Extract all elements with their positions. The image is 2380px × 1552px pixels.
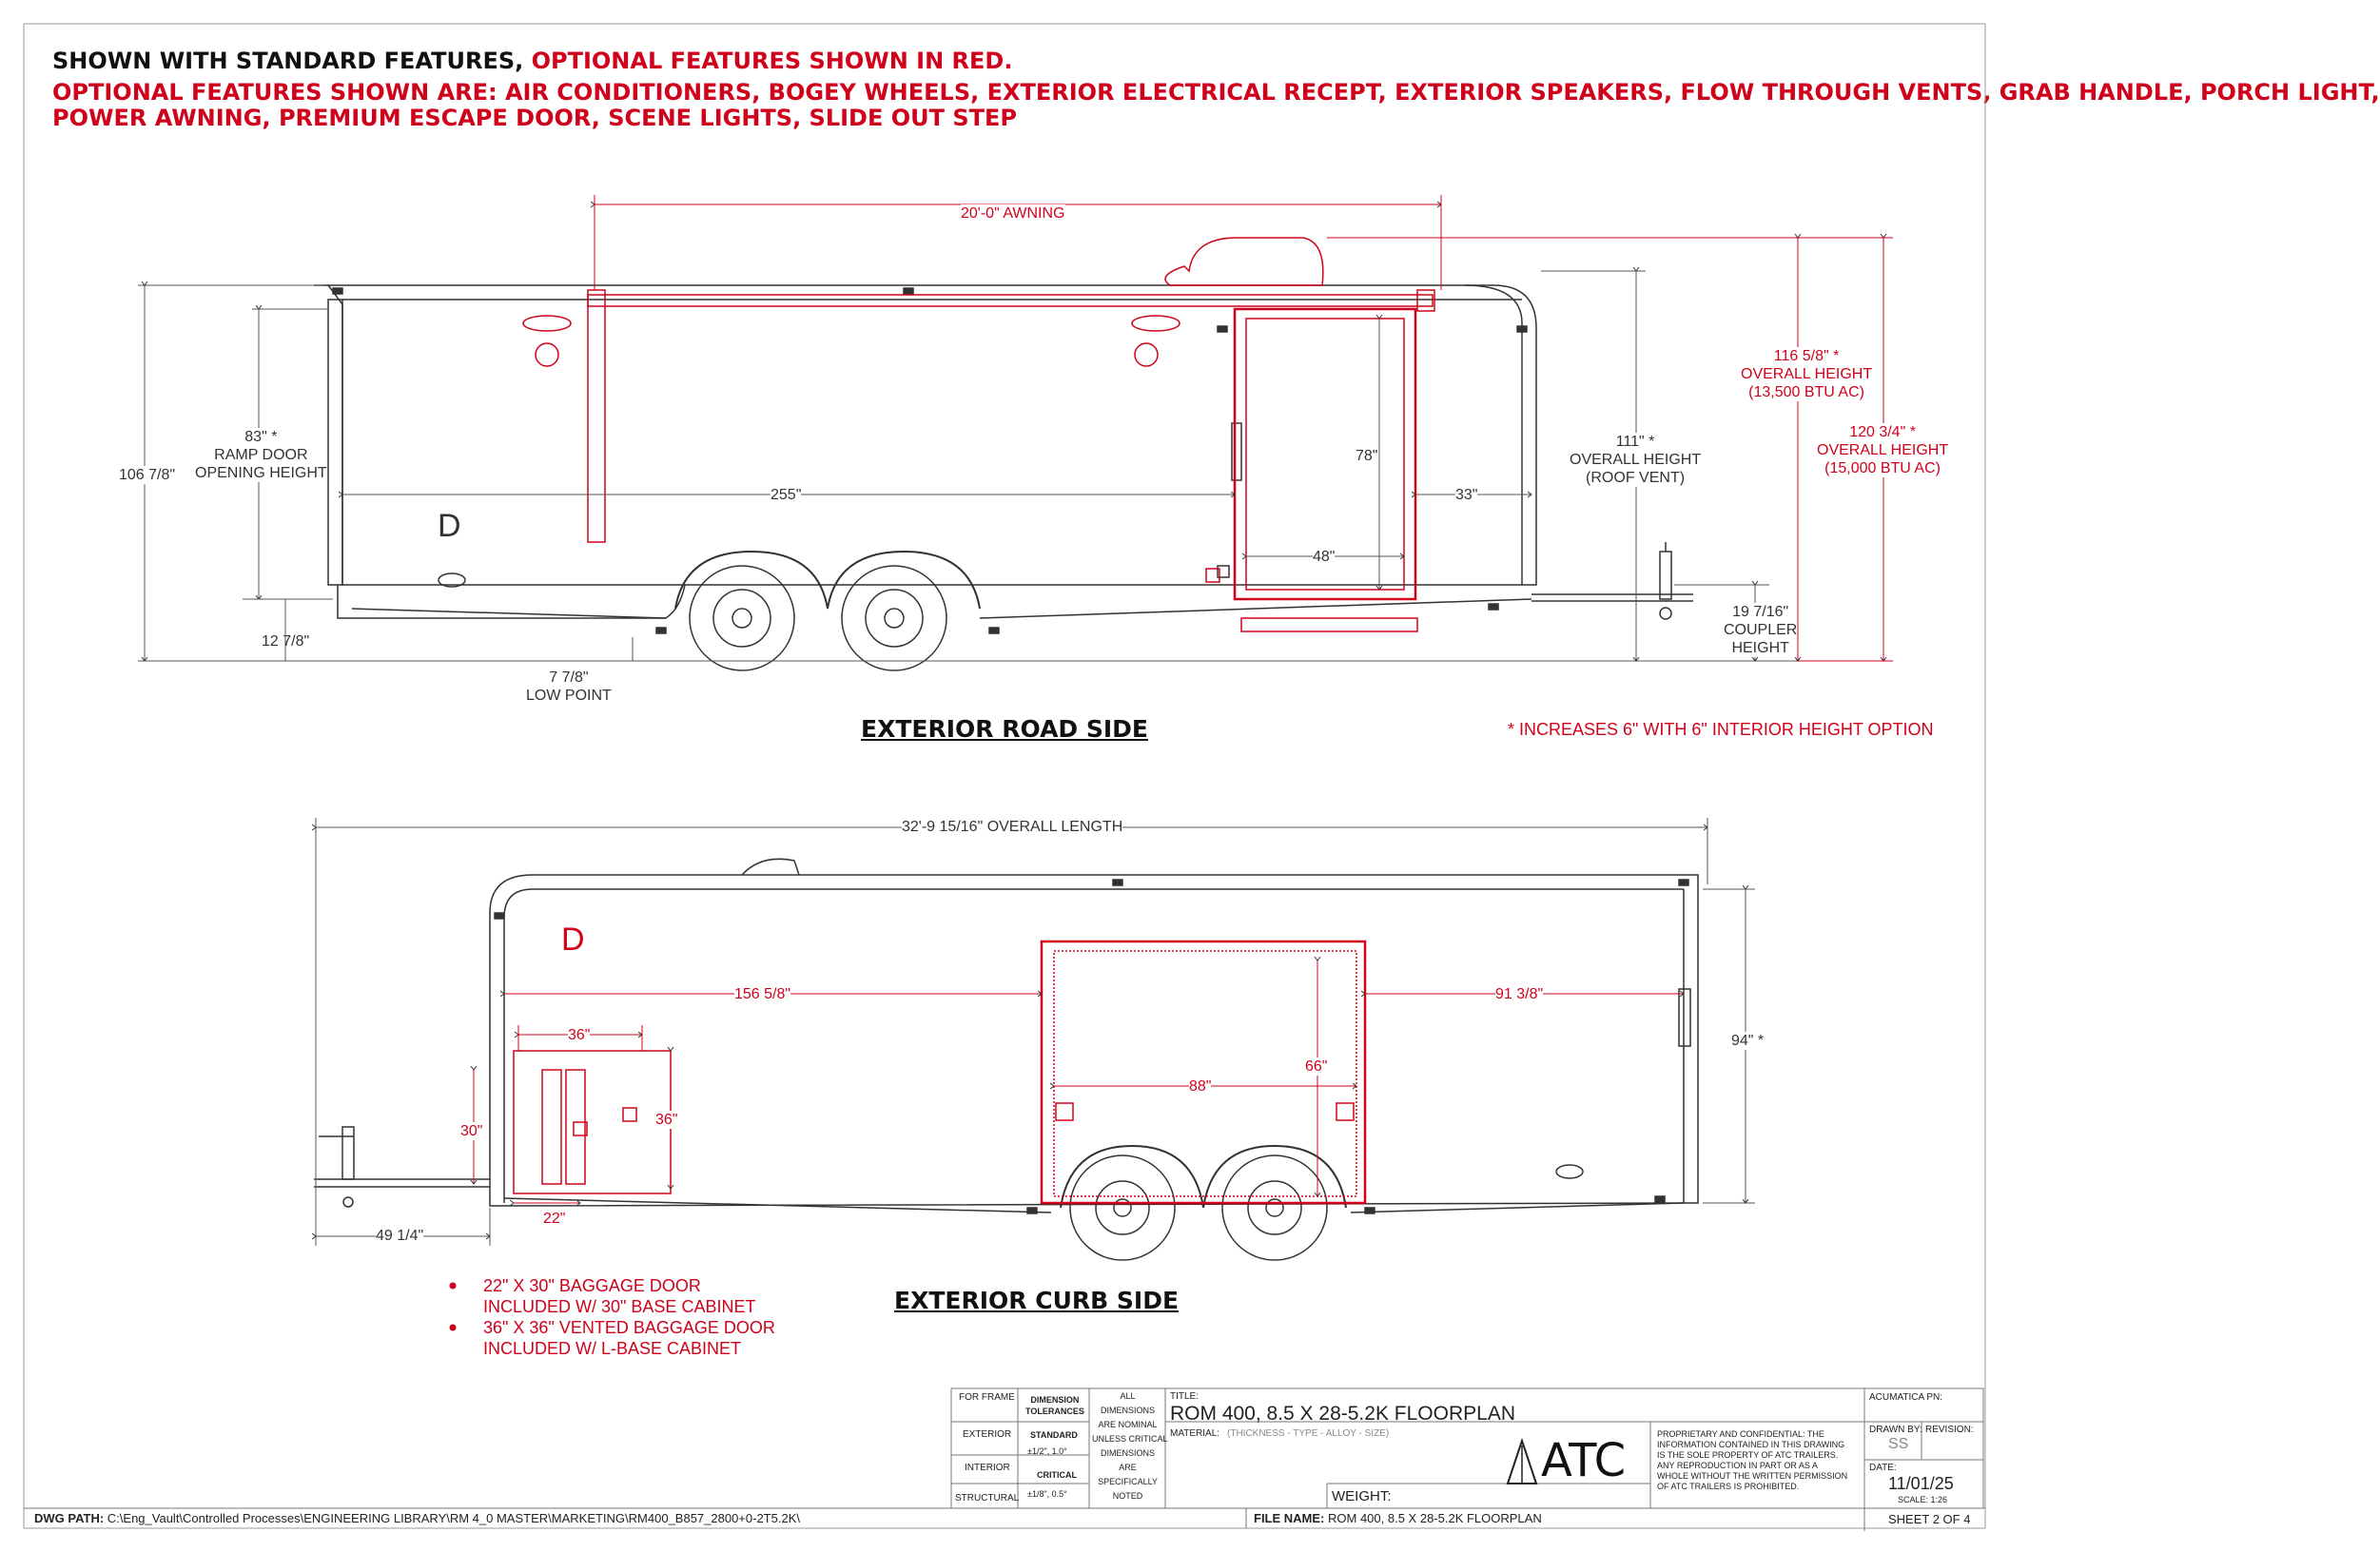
tb-revision-label: REVISION: xyxy=(1925,1425,1974,1435)
tb-drawn-by-label: DRAWN BY: xyxy=(1869,1425,1922,1435)
header-line2: OPTIONAL FEATURES SHOWN ARE: AIR CONDITIONERS, BOGEY WHEELS, EXTERIOR ELECTRICAL RECEPT, EXTERIOR SPEAKERS, FLOW THROUGH VENTS, GRAB HANDLE, PORCH LIGHT, xyxy=(52,79,2380,106)
road-side-title: EXTERIOR ROAD SIDE xyxy=(861,715,1149,743)
tb-drawn-by: SS xyxy=(1888,1436,1909,1452)
ac-15000-height-label: 120 3/4" * OVERALL HEIGHT (15,000 BTU AC) xyxy=(1817,424,1949,476)
overall-length-label: 32'-9 15/16" OVERALL LENGTH xyxy=(902,819,1123,835)
tb-critical: CRITICAL xyxy=(1037,1470,1077,1480)
front-33-label: 33" xyxy=(1455,487,1478,503)
roof-vent-height-label: 111" * OVERALL HEIGHT (ROOF VENT) xyxy=(1570,434,1702,486)
header-standard-text: SHOWN WITH STANDARD FEATURES, xyxy=(52,48,524,74)
height-94-label: 94" * xyxy=(1731,1033,1765,1049)
baggage-note-3: 36" X 36" VENTED BAGGAGE DOOR xyxy=(483,1318,775,1337)
awning-dim-label: 20'-0" AWNING xyxy=(961,205,1065,222)
tb-for-frame: FOR FRAME xyxy=(959,1392,1015,1403)
dim-36-side-label: 36" xyxy=(655,1112,678,1128)
tb-material-label: MATERIAL: xyxy=(1170,1428,1220,1439)
tb-weight-label: WEIGHT: xyxy=(1332,1488,1392,1504)
dwg-path xyxy=(34,1511,800,1525)
tb-title-label: TITLE: xyxy=(1170,1391,1200,1402)
file-name xyxy=(1254,1511,1542,1525)
tb-date: 11/01/25 xyxy=(1888,1474,1954,1493)
ramp-door-label: 83" * RAMP DOOR OPENING HEIGHT xyxy=(195,429,327,481)
tb-exterior: EXTERIOR xyxy=(963,1429,1012,1440)
road-side-red-dimensions xyxy=(595,195,1893,661)
dim-88-label: 88" xyxy=(1189,1078,1212,1095)
file-name-label: FILE NAME: xyxy=(1254,1511,1325,1525)
tb-proprietary: PROPRIETARY AND CONFIDENTIAL: THE INFORMATION CONTAINED IN THIS DRAWING IS THE SOLE PROPERTY OF ATC TRAILERS. ANY REPRODUCTION IN PART OR AS A WHOLE WITHOUT THE WRITTEN PERMISSION OF ATC TRAILERS IS PROHIBITED. xyxy=(1657,1429,1848,1491)
door-height-label: 78" xyxy=(1356,448,1378,464)
baggage-note-1: 22" X 30" BAGGAGE DOOR xyxy=(483,1276,701,1295)
dwg-path-label: DWG PATH: xyxy=(34,1511,105,1525)
door-width-label: 48" xyxy=(1313,549,1336,565)
curb-side-dimensions xyxy=(316,818,1755,1246)
tb-acumatica: ACUMATICA PN: xyxy=(1869,1392,1943,1403)
tb-standard: STANDARD xyxy=(1030,1430,1078,1440)
road-side-dimensions xyxy=(138,271,1798,661)
tb-scale: SCALE: 1:26 xyxy=(1898,1495,1948,1504)
dim-156-label: 156 5/8" xyxy=(734,986,791,1002)
dim-30-label: 30" xyxy=(460,1123,483,1139)
ground-clearance-label: 12 7/8" xyxy=(262,633,310,650)
tb-material-value: (THICKNESS - TYPE - ALLOY - SIZE) xyxy=(1227,1428,1390,1439)
overall-height-left-label: 106 7/8" xyxy=(119,467,176,483)
ac-13500-height-label: 116 5/8" * OVERALL HEIGHT (13,500 BTU AC) xyxy=(1741,348,1873,400)
tongue-length-label: 49 1/4" xyxy=(376,1228,424,1244)
tb-title-value: ROM 400, 8.5 X 28-5.2K FLOORPLAN xyxy=(1170,1403,1515,1425)
tb-dim-tolerances: DIMENSION TOLERANCES xyxy=(1025,1395,1084,1416)
road-door-letter: D xyxy=(438,508,461,544)
dim-66-label: 66" xyxy=(1305,1058,1328,1075)
tb-critical-val: ±1/8", 0.5° xyxy=(1027,1489,1067,1499)
tb-standard-val: ±1/2", 1.0° xyxy=(1027,1446,1067,1456)
header-line3: POWER AWNING, PREMIUM ESCAPE DOOR, SCENE LIGHTS, SLIDE OUT STEP xyxy=(52,105,1017,131)
dim-91-label: 91 3/8" xyxy=(1495,986,1544,1002)
dwg-path-value: C:\Eng_Vault\Controlled Processes\ENGINEERING LIBRARY\RM 4_0 MASTER\MARKETING\RM400_B857_2800+0-2T5.2K\ xyxy=(107,1511,800,1525)
tb-date-label: DATE: xyxy=(1869,1463,1897,1473)
curb-side-trailer xyxy=(314,859,1698,1260)
length-255-label: 255" xyxy=(771,487,802,503)
curb-side-title: EXTERIOR CURB SIDE xyxy=(894,1287,1180,1314)
tb-sheet: SHEET 2 OF 4 xyxy=(1888,1512,1971,1526)
height-footnote: * INCREASES 6" WITH 6" INTERIOR HEIGHT OPTION xyxy=(1508,720,1934,739)
curb-door-letter: D xyxy=(561,922,585,958)
baggage-note-2: INCLUDED W/ 30" BASE CABINET xyxy=(483,1297,756,1316)
dim-22-label: 22" xyxy=(543,1211,566,1227)
curb-side-optional xyxy=(514,941,1365,1203)
atc-logo: ATC xyxy=(1541,1434,1627,1487)
file-name-value: ROM 400, 8.5 X 28-5.2K FLOORPLAN xyxy=(1328,1511,1542,1525)
tb-structural: STRUCTURAL xyxy=(955,1493,1020,1504)
header-optional-text: OPTIONAL FEATURES SHOWN IN RED. xyxy=(531,48,1013,74)
baggage-note-4: INCLUDED W/ L-BASE CABINET xyxy=(483,1339,742,1358)
tb-nominal-note: ALL DIMENSIONS ARE NOMINAL UNLESS CRITICAL DIMENSIONS ARE SPECIFICALLY NOTED xyxy=(1092,1391,1168,1501)
tb-interior: INTERIOR xyxy=(965,1463,1010,1473)
road-side-trailer xyxy=(314,285,1693,670)
dim-36-top-label: 36" xyxy=(568,1027,591,1043)
road-side-optional xyxy=(523,238,1434,631)
low-point-label: 7 7/8" LOW POINT xyxy=(526,669,612,704)
coupler-height-label: 19 7/16" COUPLER HEIGHT xyxy=(1724,604,1798,656)
